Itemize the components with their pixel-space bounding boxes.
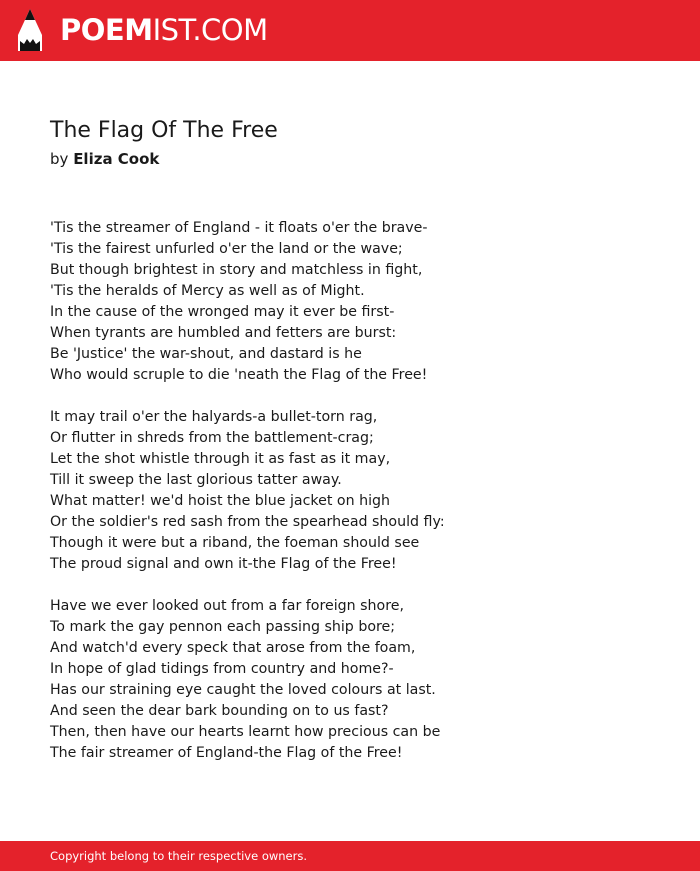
site-logo-link[interactable] <box>16 8 268 52</box>
poem-line: And watch'd every speck that arose from the foam, <box>50 640 416 656</box>
poem-stanza <box>50 407 670 575</box>
poem-body <box>50 218 670 785</box>
site-header <box>0 0 700 61</box>
poem-line: Let the shot whistle through it as fast as it may, <box>50 451 391 467</box>
poem-line: When tyrants are humbled and fetters are burst: <box>50 325 397 341</box>
poem-line: Then, then have our hearts learnt how precious can be <box>50 724 441 740</box>
poem-line: Have we ever looked out from a far foreign shore, <box>50 598 404 614</box>
poem-line: To mark the gay pennon each passing ship bore; <box>50 619 396 635</box>
copyright-notice: Copyright belong to their respective owners. <box>50 849 308 863</box>
poem-line: The proud signal and own it-the Flag of the Free! <box>50 556 397 572</box>
poem-line: 'Tis the fairest unfurled o'er the land or the wave; <box>50 241 403 257</box>
byline-label: by <box>50 150 69 168</box>
poem-line: Till it sweep the last glorious tatter away. <box>50 472 342 488</box>
poem-line: Or the soldier's red sash from the spearhead should fly: <box>50 514 445 530</box>
poem-stanza <box>50 218 670 386</box>
poem-line: What matter! we'd hoist the blue jacket on high <box>50 493 391 509</box>
brand-name <box>60 8 268 52</box>
brand-name-bold: POEM <box>60 13 153 47</box>
pencil-icon <box>16 8 44 52</box>
poem-title: The Flag Of The Free <box>50 118 278 143</box>
poem-line: It may trail o'er the halyards-a bullet-torn rag, <box>50 409 378 425</box>
poem-line: 'Tis the streamer of England - it floats o'er the brave- <box>50 220 428 236</box>
poem-line: And seen the dear bark bounding on to us fast? <box>50 703 389 719</box>
poem-line: Or flutter in shreds from the battlement-crag; <box>50 430 374 446</box>
poem-stanza <box>50 596 670 764</box>
poem-line: But though brightest in story and matchless in fight, <box>50 262 423 278</box>
poem-byline <box>50 148 159 170</box>
poem-line: Who would scruple to die 'neath the Flag of the Free! <box>50 367 428 383</box>
poem-line: Be 'Justice' the war-shout, and dastard is he <box>50 346 362 362</box>
poem-line: 'Tis the heralds of Mercy as well as of Might. <box>50 283 365 299</box>
poem-author: Eliza Cook <box>73 150 160 168</box>
site-footer <box>0 841 700 871</box>
poem-line: In hope of glad tidings from country and home?- <box>50 661 394 677</box>
brand-name-light: IST.COM <box>152 13 268 47</box>
poem-line: Has our straining eye caught the loved colours at last. <box>50 682 436 698</box>
poem-line: The fair streamer of England-the Flag of the Free! <box>50 745 403 761</box>
poem-line: Though it were but a riband, the foeman should see <box>50 535 420 551</box>
poem-line: In the cause of the wronged may it ever be first- <box>50 304 395 320</box>
